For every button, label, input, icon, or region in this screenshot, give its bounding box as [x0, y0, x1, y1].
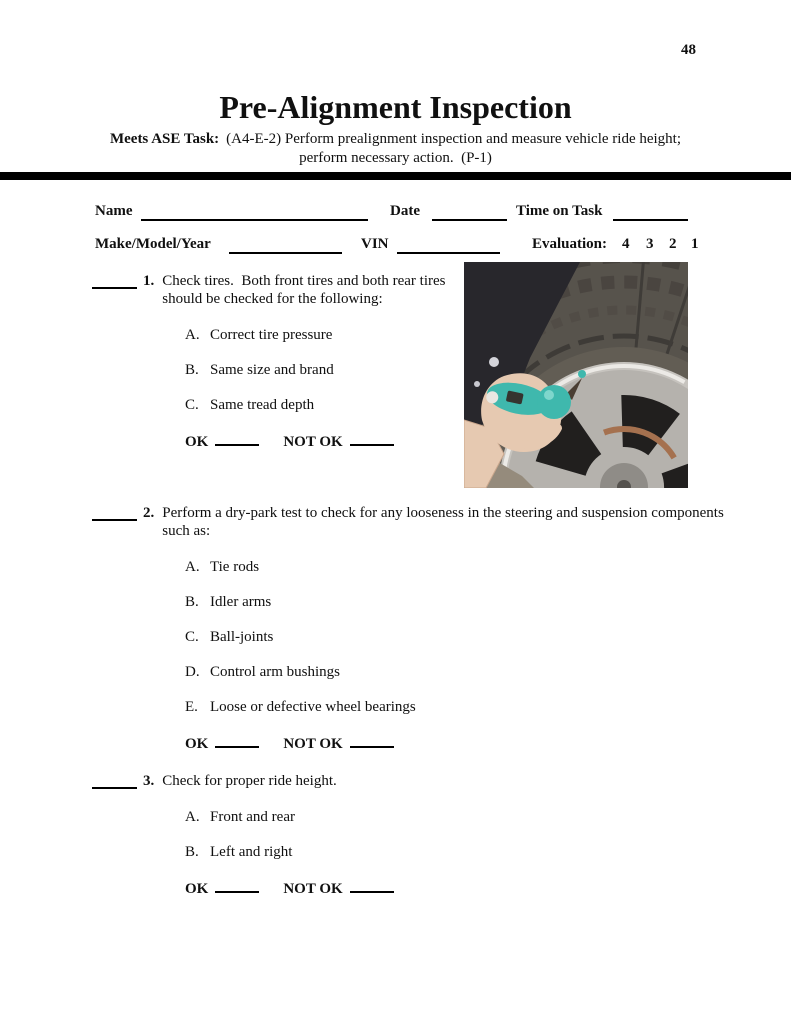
- ok-blank: [215, 879, 259, 893]
- page-number: 48: [681, 42, 696, 58]
- task-1-text: Check tires. Both front tires and both rear tires should be checked for the following:: [162, 273, 446, 307]
- task-3-head: [92, 772, 394, 790]
- task-2-number: 2.: [143, 505, 155, 521]
- evaluation-label: Evaluation:: [532, 236, 608, 252]
- form-row-identity: [0, 203, 791, 225]
- date-label: Date: [390, 203, 420, 219]
- evaluation-score-1: 1: [691, 236, 699, 252]
- make-model-year-blank: [229, 239, 342, 254]
- task-item-2: [92, 504, 727, 753]
- task-1-score-blank: [92, 274, 137, 289]
- task-1-option-b: B. Same size and brand: [185, 362, 334, 378]
- gauge-head-highlight: [544, 390, 554, 400]
- task-1-ok-row: [185, 432, 464, 451]
- form-row-vehicle: [0, 236, 791, 258]
- name-label: Name: [95, 203, 133, 219]
- tire-pressure-check-photo: [464, 262, 688, 488]
- task-3-number: 3.: [143, 773, 155, 789]
- make-model-year-label: Make/Model/Year: [95, 236, 211, 252]
- task-3-text: Check for proper ride height.: [162, 773, 337, 789]
- ase-task-text: (A4-E-2) Perform prealignment inspection and measure vehicle ride height;: [226, 131, 682, 147]
- task-2-option-c: C. Ball-joints: [185, 629, 274, 645]
- task-3-option-a: A. Front and rear: [185, 809, 295, 825]
- ase-task-label: Meets ASE Task:: [109, 131, 220, 147]
- ase-task-line-2: perform necessary action. (P-1): [299, 150, 492, 166]
- evaluation-score-3: 3: [646, 236, 654, 252]
- task-2-text: Perform a dry-park test to check for any looseness in the steering and suspension components such as:: [162, 505, 724, 539]
- task-2-option-e: E. Loose or defective wheel bearings: [185, 699, 416, 715]
- name-blank: [141, 206, 368, 221]
- task-3-score-blank: [92, 774, 137, 789]
- fender-clip: [489, 357, 499, 367]
- ok-label: OK: [185, 736, 209, 752]
- page-title: Pre-Alignment Inspection: [219, 89, 572, 125]
- task-2-option-b: B. Idler arms: [185, 594, 272, 610]
- task-2-option-d: D. Control arm bushings: [185, 664, 340, 680]
- task-1-option-c: C. Same tread depth: [185, 397, 315, 413]
- task-1-option-a: A. Correct tire pressure: [185, 327, 333, 343]
- task-1-number: 1.: [143, 273, 155, 289]
- time-on-task-blank: [613, 206, 688, 221]
- task-3-ok-row: [185, 879, 394, 898]
- vin-label: VIN: [361, 236, 389, 252]
- date-blank: [432, 206, 507, 221]
- gauge-head: [537, 385, 571, 419]
- divider-bar: [0, 172, 791, 180]
- evaluation-score-2: 2: [669, 236, 677, 252]
- valve-cap: [578, 370, 586, 378]
- ok-blank: [215, 734, 259, 748]
- task-item-1: [92, 272, 464, 451]
- not-ok-blank: [350, 432, 394, 446]
- task-3-option-b: B. Left and right: [185, 844, 293, 860]
- evaluation-score-4: 4: [622, 236, 630, 252]
- ok-blank: [215, 432, 259, 446]
- vin-blank: [397, 239, 500, 254]
- ok-label: OK: [185, 434, 209, 450]
- time-on-task-label: Time on Task: [516, 203, 603, 219]
- fender-speck: [474, 381, 480, 387]
- not-ok-blank: [350, 879, 394, 893]
- task-2-score-blank: [92, 506, 137, 521]
- ase-task-line: [0, 131, 791, 148]
- task-2-ok-row: [185, 734, 727, 753]
- ok-label: OK: [185, 881, 209, 897]
- task-2-option-a: A. Tie rods: [185, 559, 260, 575]
- not-ok-blank: [350, 734, 394, 748]
- not-ok-label: NOT OK: [283, 881, 343, 897]
- task-1-head: [92, 272, 464, 308]
- not-ok-label: NOT OK: [283, 736, 343, 752]
- task-item-3: [92, 772, 394, 898]
- task-2-head: [92, 504, 727, 540]
- not-ok-label: NOT OK: [283, 434, 343, 450]
